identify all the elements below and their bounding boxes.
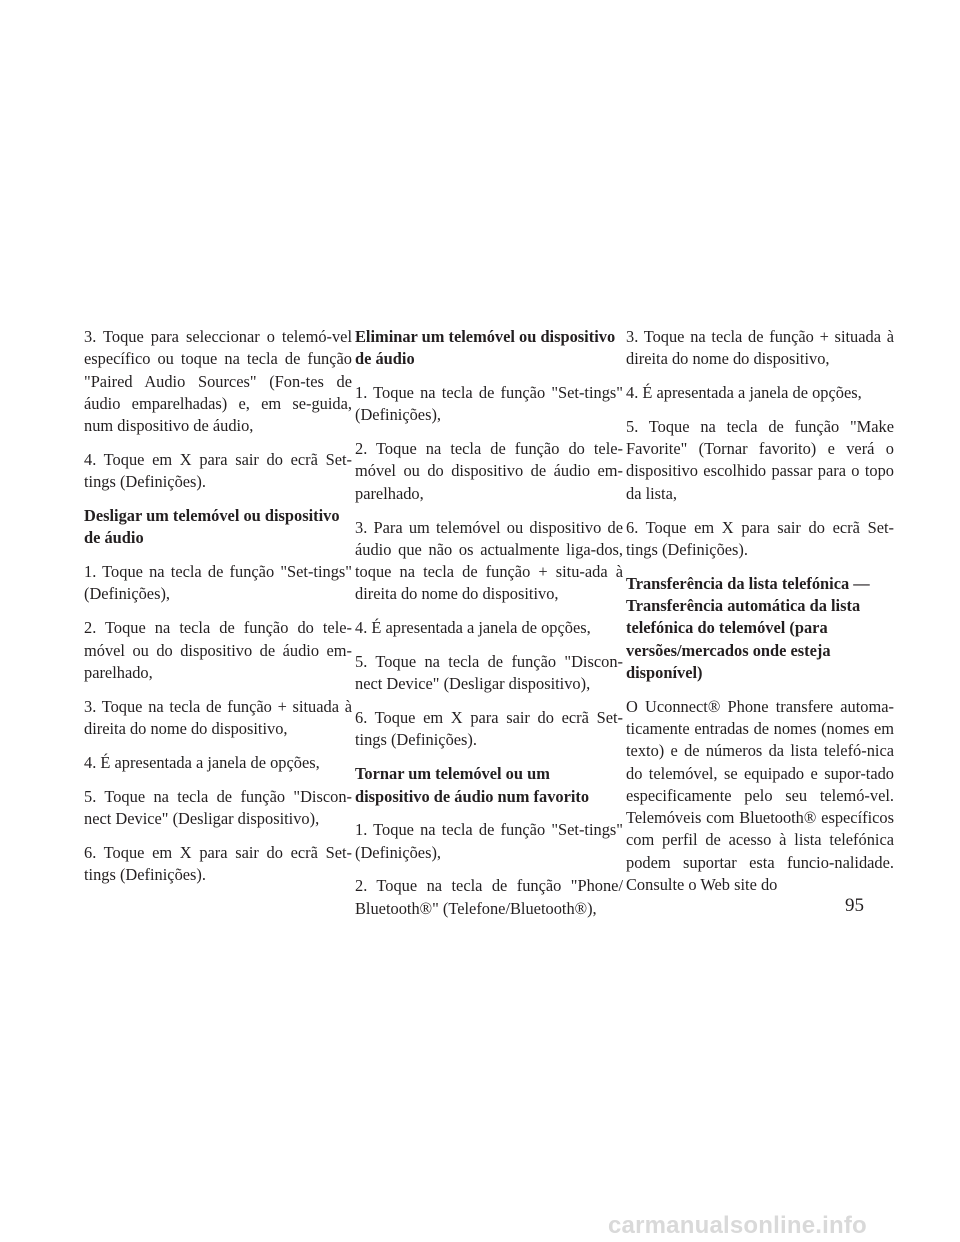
paragraph: 3. Toque na tecla de função + situada à direita do nome do dispositivo, xyxy=(84,696,352,738)
paragraph: O Uconnect® Phone transfere automa-ticamente entradas de nomes (nomes em texto) e de números da lista telefó-nica do telemóvel, se equipado e supor-tado especificamente pelo seu telemó-vel. Telemóveis com Bluetooth® específicos com perfil de acesso à lista telefónica podem suportar esta funcio-nalidade. Consulte o Web site do xyxy=(626,696,894,895)
paragraph: 1. Toque na tecla de função "Set-tings" (Definições), xyxy=(355,383,623,425)
paragraph: 2. Toque na tecla de função "Phone/ Bluetooth®" (Telefone/Bluetooth®), xyxy=(355,876,623,918)
paragraph: 2. Toque na tecla de função do tele-móvel ou do dispositivo de áudio em-parelhado, xyxy=(355,439,623,503)
column-2 xyxy=(355,326,623,932)
column-1 xyxy=(84,326,352,898)
watermark: carmanualsonline.info xyxy=(608,1212,867,1239)
paragraph: 5. Toque na tecla de função "Make Favorite" (Tornar favorito) e verá o dispositivo escolhido passar para o topo da lista, xyxy=(626,416,894,503)
section-heading: Tornar um telemóvel ou um dispositivo de áudio num favorito xyxy=(355,764,590,806)
section-heading: Transferência da lista telefónica — Transferência automática da lista telefónica do telemóvel (para versões/mercados onde esteja disponível) xyxy=(626,573,870,682)
section-heading: Desligar um telemóvel ou dispositivo de áudio xyxy=(84,506,340,548)
paragraph: 3. Para um telemóvel ou dispositivo de áudio que não os actualmente liga-dos, toque na tecla de função + situ-ada à direita do nome do dispositivo, xyxy=(355,517,623,604)
paragraph: 6. Toque em X para sair do ecrã Set-tings (Definições). xyxy=(626,517,894,559)
paragraph: 3. Toque para seleccionar o telemó-vel específico ou toque na tecla de função "Paired Audio Sources" (Fon-tes de áudio emparelhadas) e, em se-guida, num dispositivo de áudio, xyxy=(84,327,352,436)
paragraph: 4. É apresentada a janela de opções, xyxy=(355,618,591,638)
paragraph: 2. Toque na tecla de função do tele-móvel ou do dispositivo de áudio em-parelhado, xyxy=(84,618,352,682)
paragraph: 4. Toque em X para sair do ecrã Set-tings (Definições). xyxy=(84,449,352,492)
paragraph: 5. Toque na tecla de função "Discon-nect Device" (Desligar dispositivo), xyxy=(84,786,352,828)
page-number: 95 xyxy=(845,895,864,916)
paragraph: 1. Toque na tecla de função "Set-tings" (Definições), xyxy=(84,562,352,604)
section-heading: Eliminar um telemóvel ou dispositivo de áudio xyxy=(355,327,616,369)
paragraph: 5. Toque na tecla de função "Discon-nect Device" (Desligar dispositivo), xyxy=(355,652,623,694)
paragraph: 4. É apresentada a janela de opções, xyxy=(84,752,320,772)
paragraph: 4. É apresentada a janela de opções, xyxy=(626,383,862,403)
column-3 xyxy=(626,326,894,908)
paragraph: 6. Toque em X para sair do ecrã Set-tings (Definições). xyxy=(355,708,623,750)
paragraph: 6. Toque em X para sair do ecrã Set-tings (Definições). xyxy=(84,842,352,884)
paragraph: 3. Toque na tecla de função + situada à direita do nome do dispositivo, xyxy=(626,327,894,369)
paragraph: 1. Toque na tecla de função "Set-tings" (Definições), xyxy=(355,820,623,862)
